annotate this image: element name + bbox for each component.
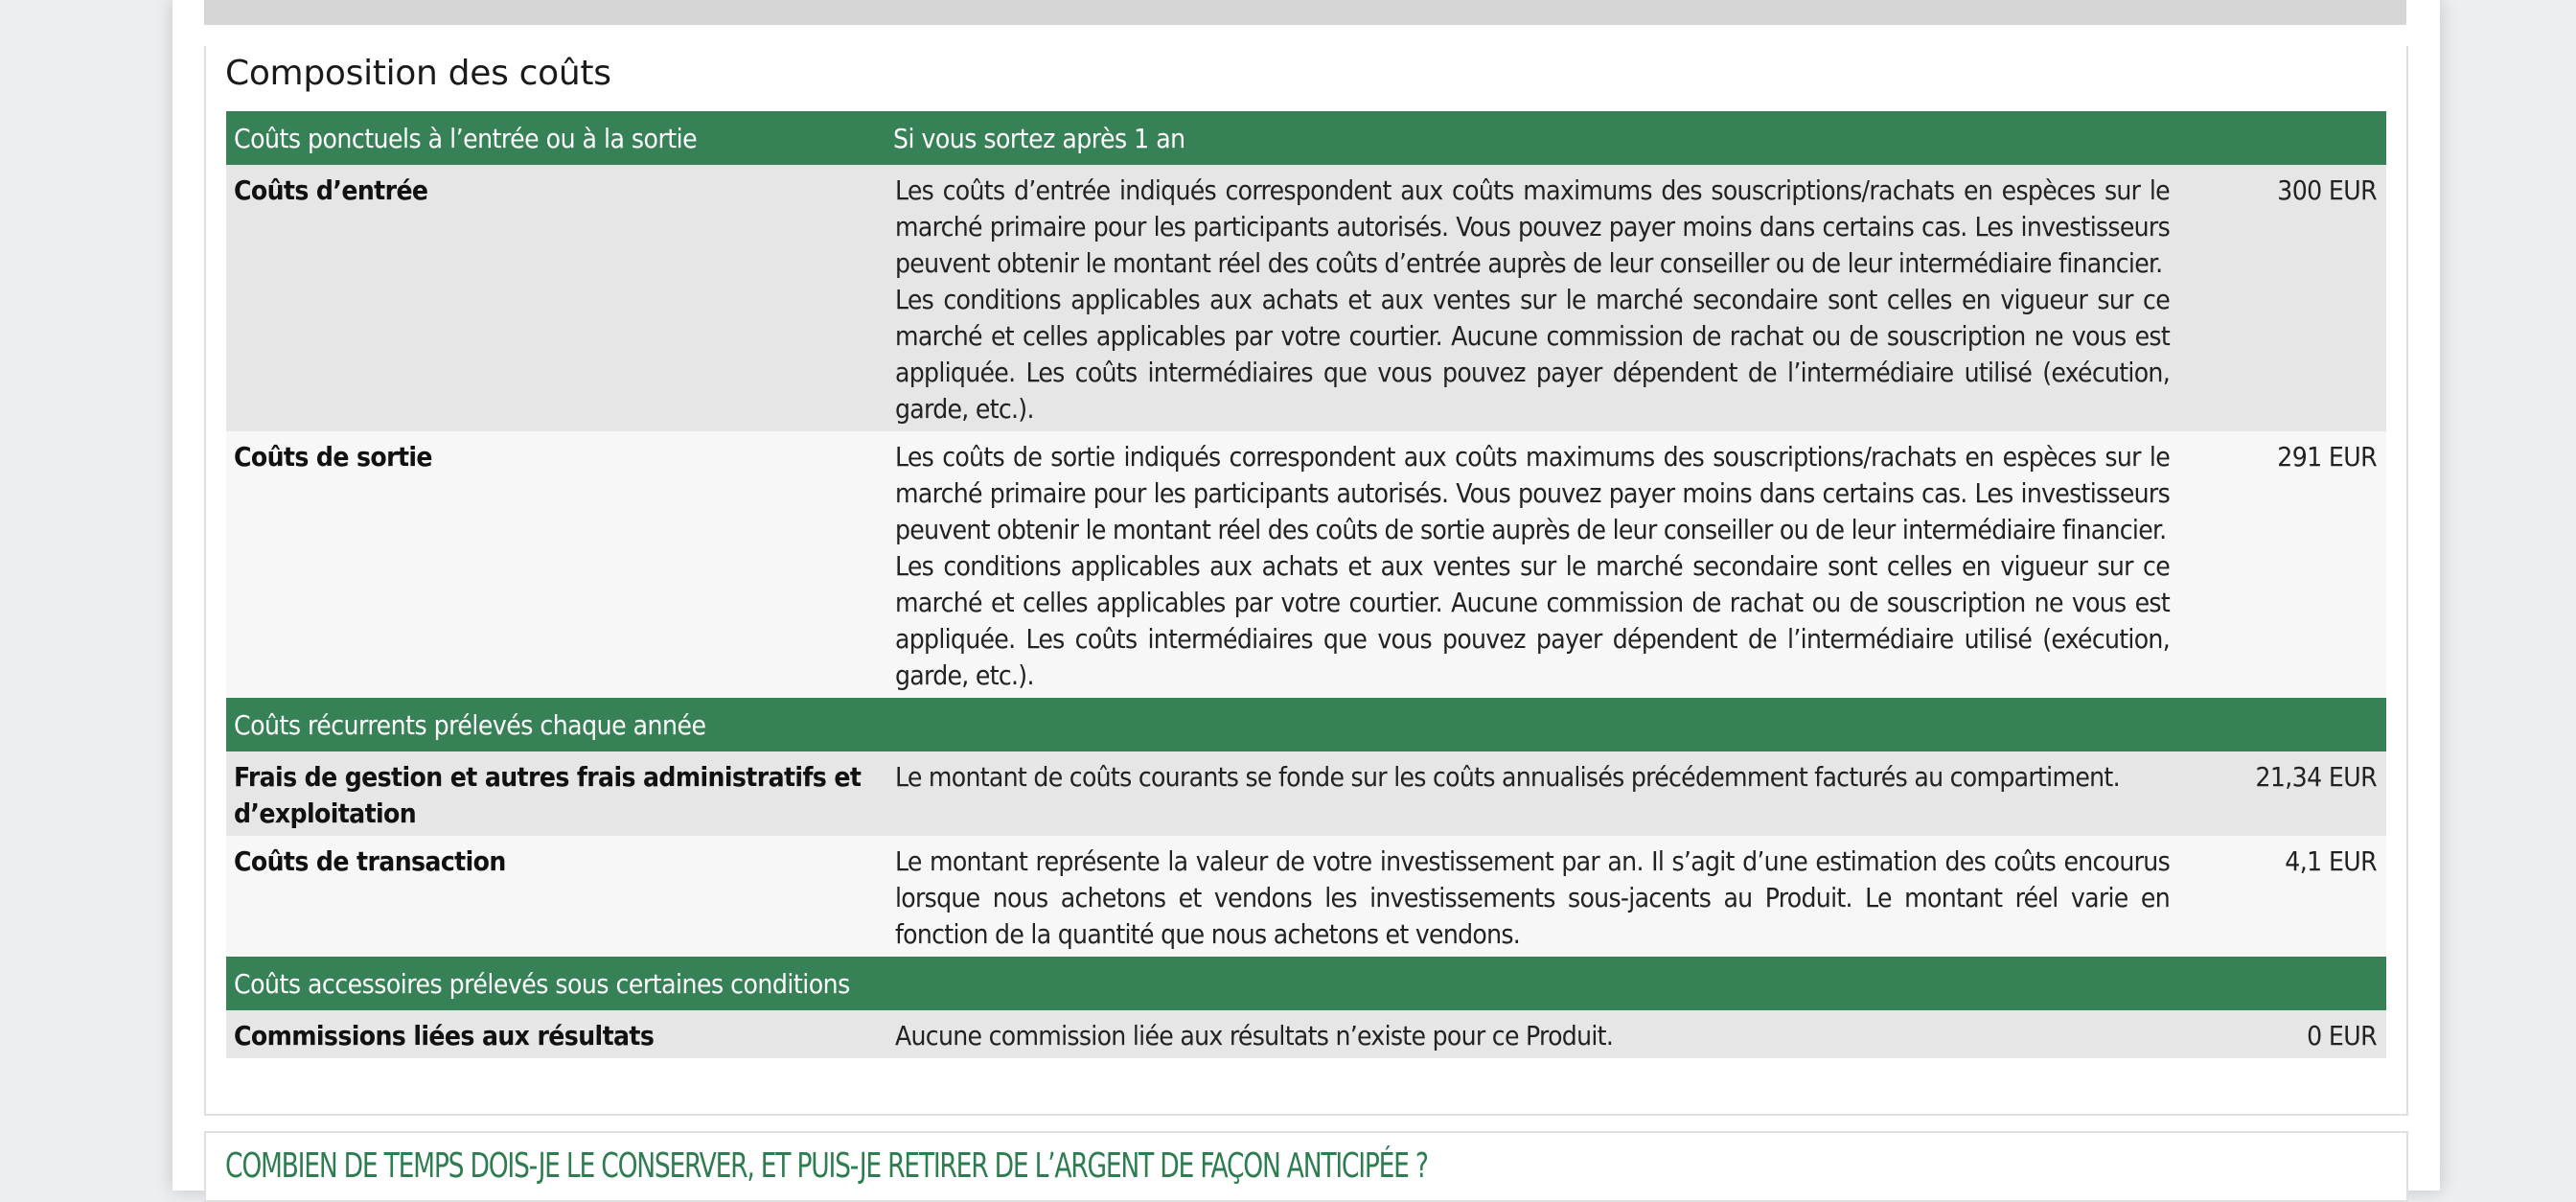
costs-table — [226, 111, 2386, 1058]
group-header-label: Coûts récurrents prélevés chaque année — [226, 698, 2386, 751]
table-row-exit-costs — [226, 431, 2386, 698]
group-header-one-off — [226, 111, 2386, 165]
row-description — [886, 165, 2189, 431]
row-description: Aucune commission liée aux résultats n’existe pour ce Produit. — [886, 1010, 2189, 1058]
row-description: Le montant représente la valeur de votre investissement par an. Il s’agit d’une estimation des coûts encourus lorsque nous achetons et vendons les investissements sous-jacents au Produit. Le montant réel varie en fonction de la quantité que nous achetons et vendons. — [886, 836, 2189, 957]
row-label: Commissions liées aux résultats — [226, 1010, 886, 1058]
row-label: Coûts de transaction — [226, 836, 886, 957]
description-paragraph: Les coûts de sortie indiqués correspondent aux coûts maximums des souscriptions/rachats en espèces sur le marché primaire pour les participants autorisés. Vous pouvez payer moins dans certains cas. Les investisseurs peuvent obtenir le montant réel des coûts de sortie auprès de leur conseiller ou de leur intermédiaire financier. — [895, 441, 2170, 545]
group-header-incidental — [226, 957, 2386, 1010]
row-description: Le montant de coûts courants se fonde sur les coûts annualisés précédemment facturés au compartiment. — [886, 751, 2189, 836]
column-header-exit-after-1-year: Si vous sortez après 1 an — [886, 111, 2386, 165]
group-header-recurring — [226, 698, 2386, 751]
section-title: Composition des coûts — [225, 54, 611, 93]
row-label: Coûts d’entrée — [226, 165, 886, 431]
table-row-transaction-costs — [226, 836, 2386, 957]
group-header-label: Coûts accessoires prélevés sous certaines conditions — [226, 957, 2386, 1010]
holding-period-section-title: COMBIEN DE TEMPS DOIS-JE LE CONSERVER, ET PUIS-JE RETIRER DE L’ARGENT DE FAÇON ANTICIPÉE ? — [225, 1146, 1428, 1186]
row-amount: 4,1 EUR — [2189, 836, 2386, 957]
row-amount: 291 EUR — [2189, 431, 2386, 698]
table-row-performance-fees — [226, 1010, 2386, 1058]
table-row-entry-costs — [226, 165, 2386, 431]
row-description — [886, 431, 2189, 698]
previous-section-bottom-bar — [204, 0, 2406, 25]
description-paragraph: Les conditions applicables aux achats et aux ventes sur le marché secondaire sont celles en vigueur sur ce marché et celles applicables par votre courtier. Aucune commission de rachat ou de souscription ne vous est appliquée. Les coûts intermédiaires que vous pouvez payer dépendent de l’intermédiaire utilisé (exécution, garde, etc.). — [895, 284, 2170, 425]
group-header-label: Coûts ponctuels à l’entrée ou à la sortie — [226, 111, 886, 165]
row-amount: 21,34 EUR — [2189, 751, 2386, 836]
row-label: Frais de gestion et autres frais administratifs et d’exploitation — [226, 751, 886, 836]
row-amount: 0 EUR — [2189, 1010, 2386, 1058]
table-row-management-fees — [226, 751, 2386, 836]
row-label: Coûts de sortie — [226, 431, 886, 698]
description-paragraph: Les conditions applicables aux achats et aux ventes sur le marché secondaire sont celles en vigueur sur ce marché et celles applicables par votre courtier. Aucune commission de rachat ou de souscription ne vous est appliquée. Les coûts intermédiaires que vous pouvez payer dépendent de l’intermédiaire utilisé (exécution, garde, etc.). — [895, 550, 2170, 691]
row-amount: 300 EUR — [2189, 165, 2386, 431]
description-paragraph: Les coûts d’entrée indiqués correspondent aux coûts maximums des souscriptions/rachats en espèces sur le marché primaire pour les participants autorisés. Vous pouvez payer moins dans certains cas. Les investisseurs peuvent obtenir le montant réel des coûts d’entrée auprès de leur conseiller ou de leur intermédiaire financier. — [895, 174, 2170, 279]
